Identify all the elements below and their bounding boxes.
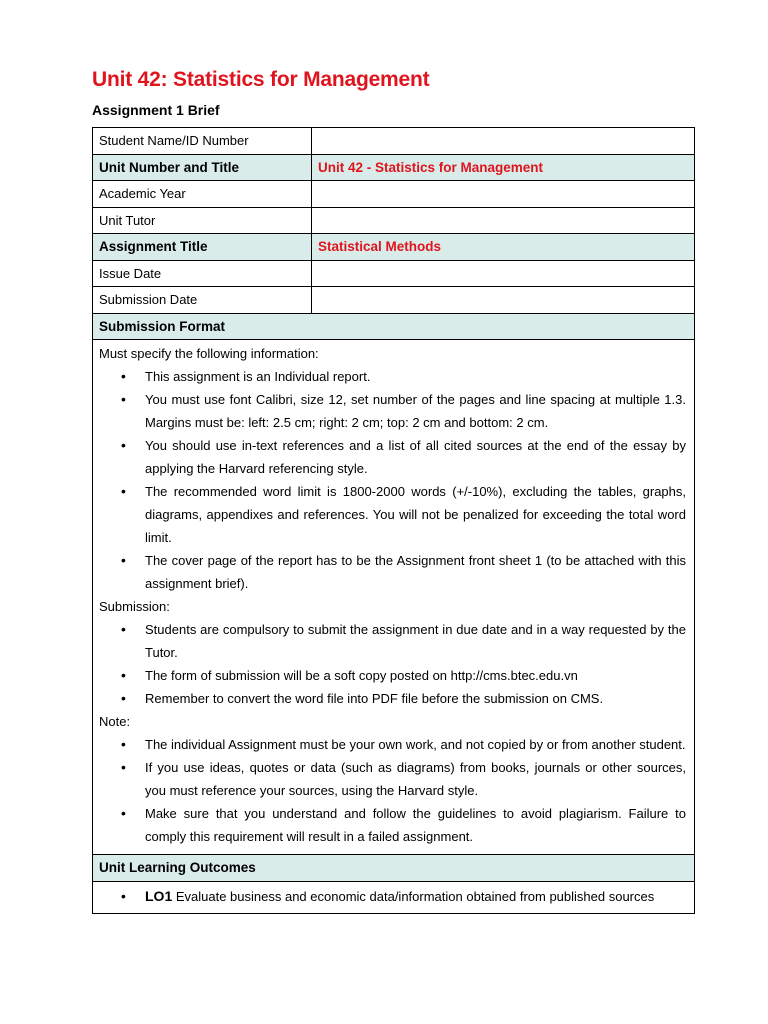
document-title: Unit 42: Statistics for Management xyxy=(92,68,430,91)
list-item: • Make sure that you understand and follow the guidelines to avoid plagiarism. Failure to comply this requirement will result in a failed assignment. xyxy=(99,802,688,848)
outcome-code: LO1 xyxy=(145,887,173,904)
list-item xyxy=(99,884,688,909)
info-row-submission-date xyxy=(93,287,695,314)
list-item: • If you use ideas, quotes or data (such as diagrams) from books, journals or other sources, you must reference your sources, using the Harvard style. xyxy=(99,756,688,802)
info-value xyxy=(312,207,695,234)
section-heading: Unit Learning Outcomes xyxy=(93,855,695,882)
list-item: • The individual Assignment must be your own work, and not copied by or from another student. xyxy=(99,733,688,756)
list-item: • Remember to convert the word file into PDF file before the submission on CMS. xyxy=(99,687,688,710)
note-label: Note: xyxy=(99,714,131,729)
list-item: • You should use in-text references and a list of all cited sources at the end of the essay by applying the Harvard referencing style. xyxy=(99,434,688,480)
submission-label: Submission: xyxy=(99,599,170,614)
info-list xyxy=(99,365,688,595)
intro-text: Must specify the following information: xyxy=(99,346,319,361)
info-value xyxy=(312,181,695,208)
submission-format-header-row xyxy=(93,313,695,340)
list-item: • This assignment is an Individual report. xyxy=(99,365,688,388)
list-item: • Students are compulsory to submit the assignment in due date and in a way requested by the Tutor. xyxy=(99,618,688,664)
outcome-text: Evaluate business and economic data/information obtained from published sources xyxy=(172,888,655,904)
info-label: Student Name/ID Number xyxy=(93,128,312,155)
submission-list xyxy=(99,618,688,710)
info-value xyxy=(312,287,695,314)
document-subtitle: Assignment 1 Brief xyxy=(92,102,220,118)
learning-outcomes-content-row xyxy=(93,881,695,914)
learning-outcomes-content xyxy=(93,881,695,914)
info-label: Unit Tutor xyxy=(93,207,312,234)
info-row-unit xyxy=(93,154,695,181)
info-row-issue-date xyxy=(93,260,695,287)
info-label: Unit Number and Title xyxy=(93,154,312,181)
list-item: • You must use font Calibri, size 12, set number of the pages and line spacing at multiple 1.3. Margins must be: left: 2.5 cm; right: 2 cm; top: 2 cm and bottom: 2 cm. xyxy=(99,388,688,434)
info-label: Academic Year xyxy=(93,181,312,208)
info-row-unit-tutor xyxy=(93,207,695,234)
submission-format-content xyxy=(93,340,695,855)
list-item: • The cover page of the report has to be the Assignment front sheet 1 (to be attached with this assignment brief). xyxy=(99,549,688,595)
list-item: • The recommended word limit is 1800-2000 words (+/-10%), excluding the tables, graphs, diagrams, appendixes and references. You will not be penalized for exceeding the total word limit. xyxy=(99,480,688,549)
info-row-student xyxy=(93,128,695,155)
learning-outcomes-header-row xyxy=(93,855,695,882)
info-label: Assignment Title xyxy=(93,234,312,261)
assignment-brief-table xyxy=(92,127,695,914)
info-row-assignment-title xyxy=(93,234,695,261)
submission-format-content-row xyxy=(93,340,695,855)
info-value: Statistical Methods xyxy=(312,234,695,261)
info-label: Submission Date xyxy=(93,287,312,314)
info-value xyxy=(312,128,695,155)
section-heading: Submission Format xyxy=(93,313,695,340)
note-list xyxy=(99,733,688,848)
info-value xyxy=(312,260,695,287)
info-label: Issue Date xyxy=(93,260,312,287)
info-row-academic-year xyxy=(93,181,695,208)
list-item: • The form of submission will be a soft copy posted on http://cms.btec.edu.vn xyxy=(99,664,688,687)
info-value: Unit 42 - Statistics for Management xyxy=(312,154,695,181)
learning-outcomes-list xyxy=(99,884,688,909)
